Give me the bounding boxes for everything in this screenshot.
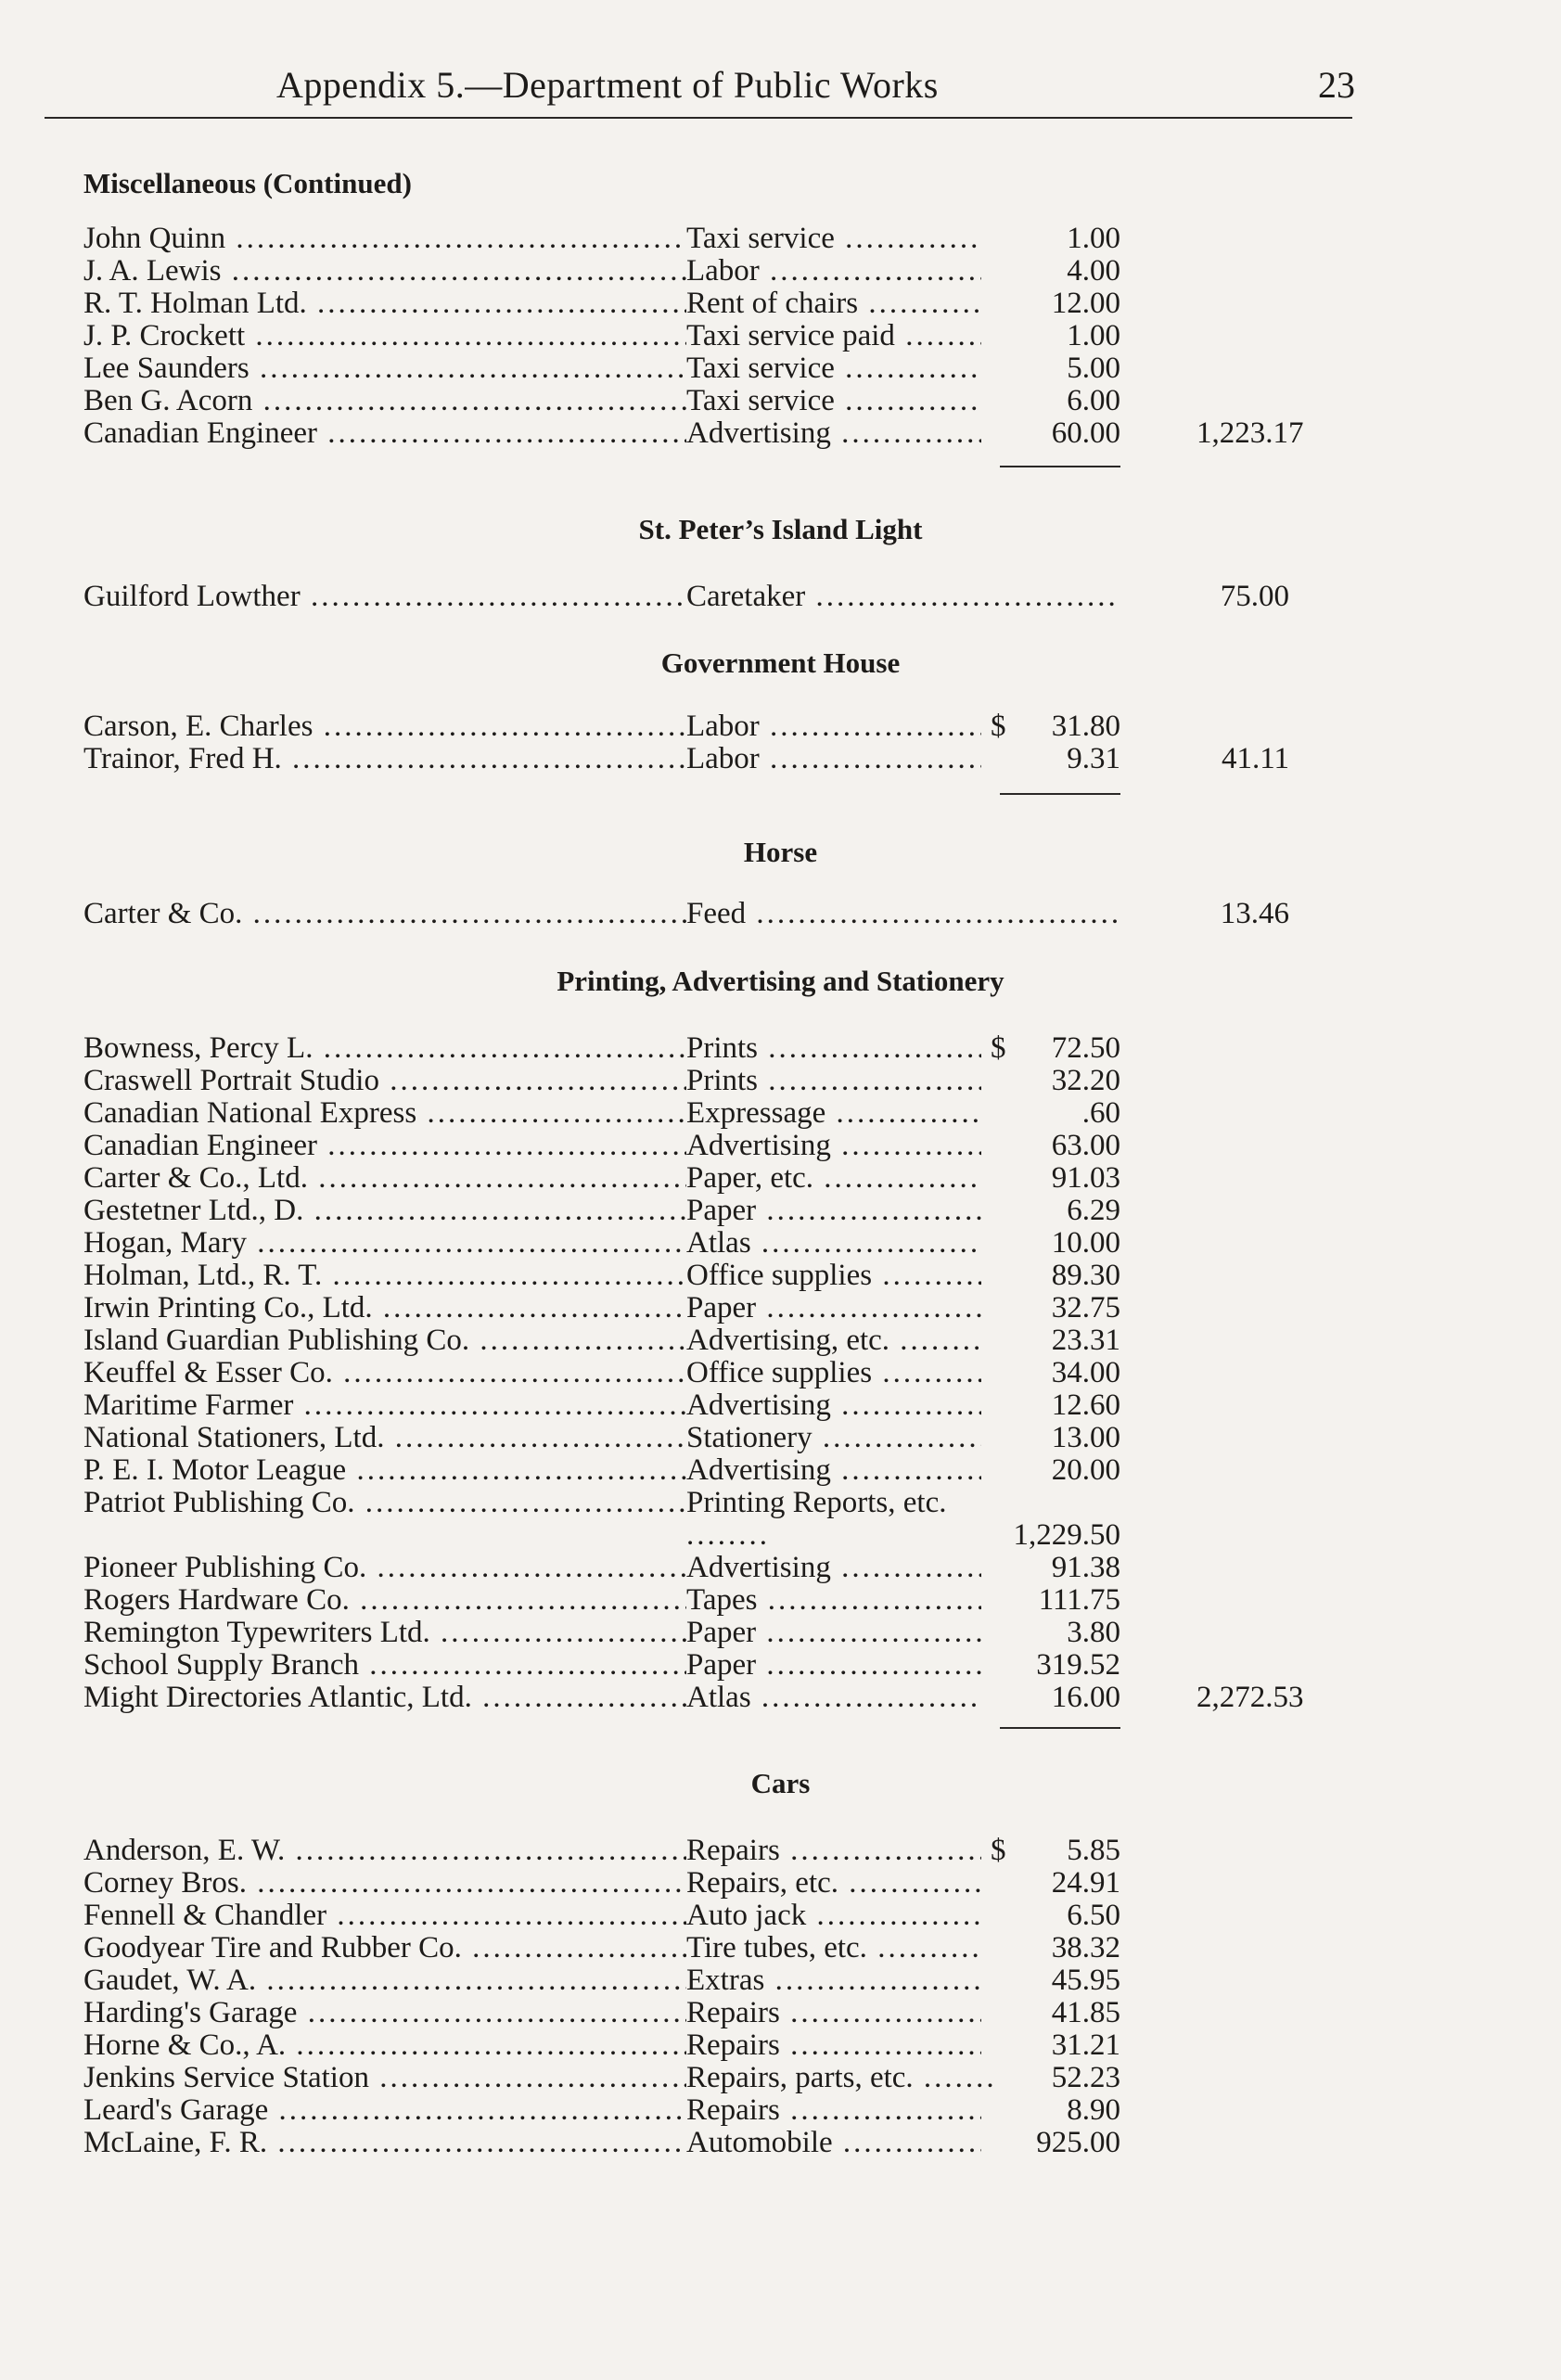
ledger-row xyxy=(0,1227,1561,1260)
payee-name: Canadian National Express ..... xyxy=(83,1097,686,1130)
item-amount: 60.00 xyxy=(1051,416,1120,450)
ledger-row xyxy=(0,1130,1561,1162)
payee-name: Island Guardian Publishing Co. ..... xyxy=(83,1324,686,1357)
item-description: Paper ..... xyxy=(686,1617,981,1649)
payee-name: Holman, Ltd., R. T. ..... xyxy=(83,1260,686,1292)
ledger-row xyxy=(0,288,1561,320)
payee-name: P. E. I. Motor League ..... xyxy=(83,1454,686,1487)
ledger-row xyxy=(0,1835,1561,1867)
payee-name: Trainor, Fred H. ..... xyxy=(83,743,686,775)
payee-name: Canadian Engineer ..... xyxy=(83,1130,686,1162)
item-description: Prints ..... xyxy=(686,1065,981,1097)
ledger-row xyxy=(0,1097,1561,1130)
item-description: Extras ..... xyxy=(686,1964,981,1997)
payee-name: Anderson, E. W. ..... xyxy=(83,1835,686,1867)
item-description: Taxi service ..... xyxy=(686,352,981,385)
ledger-row xyxy=(0,1195,1561,1227)
item-description: Stationery ..... xyxy=(686,1422,981,1454)
payee-name: Ben G. Acorn ..... xyxy=(83,385,686,417)
ledger-row xyxy=(0,1324,1561,1357)
item-amount: 32.75 xyxy=(1051,1291,1120,1324)
item-description: Paper, etc. ..... xyxy=(686,1162,981,1195)
payee-name: Might Directories Atlantic, Ltd. ..... xyxy=(83,1682,686,1714)
item-description: Repairs ..... xyxy=(686,2094,981,2127)
item-amount: 5.00 xyxy=(1067,352,1120,385)
payee-name: John Quinn ..... xyxy=(83,223,686,255)
item-amount: 16.00 xyxy=(1051,1681,1120,1714)
ledger-row xyxy=(0,1649,1561,1682)
payee-name: National Stationers, Ltd. ..... xyxy=(83,1422,686,1454)
ledger-row xyxy=(0,255,1561,288)
item-amount: 5.85 xyxy=(1067,1834,1120,1867)
item-description: Advertising ..... xyxy=(686,417,981,450)
printing-rows xyxy=(0,1032,1561,1714)
miscellaneous-rows xyxy=(0,223,1561,450)
item-description: Labor ..... xyxy=(686,255,981,288)
item-description: Taxi service paid ..... xyxy=(686,320,981,352)
item-amount: 10.00 xyxy=(1051,1226,1120,1260)
item-amount: 63.00 xyxy=(1051,1129,1120,1162)
payee-name: Corney Bros. ..... xyxy=(83,1867,686,1900)
payee-name: Fennell & Chandler ..... xyxy=(83,1900,686,1932)
ledger-row xyxy=(0,1964,1561,1997)
item-amount: 34.00 xyxy=(1051,1356,1120,1389)
ledger-row xyxy=(0,1260,1561,1292)
st-peters-rows xyxy=(0,581,1561,613)
item-amount: 12.60 xyxy=(1051,1388,1120,1422)
item-amount: .60 xyxy=(1081,1096,1120,1130)
item-amount: 1,229.50 xyxy=(1013,1518,1120,1552)
section-title-printing: Printing, Advertising and Stationery xyxy=(557,965,1004,997)
page-number: 23 xyxy=(1318,64,1355,106)
ledger-row xyxy=(0,1584,1561,1617)
item-amount: 52.23 xyxy=(1051,2061,1120,2094)
item-amount: 319.52 xyxy=(1036,1648,1120,1682)
horse-rows xyxy=(0,898,1561,930)
ledger-row xyxy=(0,1997,1561,2029)
item-amount: 23.31 xyxy=(1051,1324,1120,1357)
item-amount: 8.90 xyxy=(1067,2093,1120,2127)
ledger-row xyxy=(0,2127,1561,2159)
item-description: Office supplies ..... xyxy=(686,1357,981,1389)
item-amount: 1.00 xyxy=(1067,222,1120,255)
item-description: Advertising ..... xyxy=(686,1552,981,1584)
payee-name: Rogers Hardware Co. ..... xyxy=(83,1584,686,1617)
item-description: Expressage ..... xyxy=(686,1097,981,1130)
payee-name: Maritime Farmer ..... xyxy=(83,1389,686,1422)
ledger-row xyxy=(0,2062,1561,2094)
item-description: Tire tubes, etc. ..... xyxy=(686,1932,981,1964)
section-total: 13.46 xyxy=(1220,897,1289,930)
payee-name: Harding's Garage ..... xyxy=(83,1997,686,2029)
subtotal-rule xyxy=(1000,466,1120,467)
government-house-rows xyxy=(0,710,1561,775)
section-title-miscellaneous: Miscellaneous (Continued) xyxy=(83,167,412,199)
payee-name: Guilford Lowther ..... xyxy=(83,581,686,613)
ledger-row xyxy=(0,710,1561,743)
item-amount: 89.30 xyxy=(1051,1259,1120,1292)
subtotal-rule xyxy=(1000,1727,1120,1729)
item-description: Automobile ..... xyxy=(686,2127,981,2159)
ledger-row xyxy=(0,1357,1561,1389)
ledger-row xyxy=(0,1389,1561,1422)
ledger-row xyxy=(0,1867,1561,1900)
payee-name: McLaine, F. R. ..... xyxy=(83,2127,686,2159)
item-amount: 20.00 xyxy=(1051,1453,1120,1487)
item-amount: 1.00 xyxy=(1067,319,1120,352)
ledger-row xyxy=(0,1617,1561,1649)
ledger-row xyxy=(0,1032,1561,1065)
ledger-row xyxy=(0,1552,1561,1584)
ledger-row xyxy=(0,1292,1561,1324)
payee-name: Irwin Printing Co., Ltd. ..... xyxy=(83,1292,686,1324)
item-amount: 9.31 xyxy=(1067,742,1120,775)
item-description: Repairs, parts, etc. ..... xyxy=(686,2062,992,2094)
item-amount: 45.95 xyxy=(1051,1964,1120,1997)
ledger-row xyxy=(0,352,1561,385)
subtotal-rule xyxy=(1000,793,1120,795)
payee-name: Horne & Co., A. ..... xyxy=(83,2029,686,2062)
item-description: Tapes ..... xyxy=(686,1584,981,1617)
item-description: Repairs ..... xyxy=(686,2029,981,2062)
ledger-row xyxy=(0,1162,1561,1195)
item-amount: 3.80 xyxy=(1067,1616,1120,1649)
item-amount: 31.80 xyxy=(1051,710,1120,743)
payee-name: Gestetner Ltd., D. ..... xyxy=(83,1195,686,1227)
payee-name: Goodyear Tire and Rubber Co. ..... xyxy=(83,1932,686,1964)
item-description: Advertising ..... xyxy=(686,1389,981,1422)
item-amount: 91.03 xyxy=(1051,1161,1120,1195)
item-description: Advertising ..... xyxy=(686,1130,981,1162)
page-title: Appendix 5.—Department of Public Works xyxy=(276,64,939,106)
ledger-row xyxy=(0,898,1561,930)
payee-name: Keuffel & Esser Co. ..... xyxy=(83,1357,686,1389)
item-amount: 41.85 xyxy=(1051,1996,1120,2029)
item-description: Repairs ..... xyxy=(686,1997,981,2029)
item-amount: 32.20 xyxy=(1051,1064,1120,1097)
payee-name: Craswell Portrait Studio ..... xyxy=(83,1065,686,1097)
payee-name: Hogan, Mary ..... xyxy=(83,1227,686,1260)
page-header xyxy=(0,63,1561,109)
item-description: Caretaker ..... xyxy=(686,581,1117,613)
item-description: Atlas ..... xyxy=(686,1682,981,1714)
payee-name: Gaudet, W. A. ..... xyxy=(83,1964,686,1997)
section-title-st-peters: St. Peter’s Island Light xyxy=(638,513,923,545)
payee-name: Canadian Engineer ..... xyxy=(83,417,686,450)
payee-name: Remington Typewriters Ltd. ..... xyxy=(83,1617,686,1649)
item-amount: 91.38 xyxy=(1051,1551,1120,1584)
section-total: 75.00 xyxy=(1220,580,1289,613)
ledger-row xyxy=(0,385,1561,417)
ledger-row xyxy=(0,2094,1561,2127)
item-description: Labor ..... xyxy=(686,710,981,743)
item-description: Labor ..... xyxy=(686,743,981,775)
item-description: Advertising ..... xyxy=(686,1454,981,1487)
ledger-row xyxy=(0,2029,1561,2062)
ledger-row xyxy=(0,581,1561,613)
ledger-row xyxy=(0,1487,1561,1552)
item-amount: 13.00 xyxy=(1051,1421,1120,1454)
item-amount: 925.00 xyxy=(1036,2126,1120,2159)
ledger-row xyxy=(0,1422,1561,1454)
item-description: Printing Reports, etc. ..... xyxy=(686,1487,981,1552)
payee-name: Carter & Co. ..... xyxy=(83,898,686,930)
item-amount: 6.00 xyxy=(1067,384,1120,417)
item-description: Feed ..... xyxy=(686,898,1117,930)
ledger-row xyxy=(0,1454,1561,1487)
item-description: Advertising, etc. ..... xyxy=(686,1324,981,1357)
item-amount: 12.00 xyxy=(1051,287,1120,320)
payee-name: Jenkins Service Station ..... xyxy=(83,2062,686,2094)
payee-name: Carson, E. Charles ..... xyxy=(83,710,686,743)
payee-name: Bowness, Percy L. ..... xyxy=(83,1032,686,1065)
section-title-horse: Horse xyxy=(743,836,818,868)
payee-name: Patriot Publishing Co. ..... xyxy=(83,1487,686,1519)
item-description: Paper ..... xyxy=(686,1292,981,1324)
item-amount: 111.75 xyxy=(1038,1583,1120,1617)
ledger-row xyxy=(0,320,1561,352)
payee-name: Leard's Garage ..... xyxy=(83,2094,686,2127)
ledger-row xyxy=(0,223,1561,255)
item-description: Prints ..... xyxy=(686,1032,981,1065)
section-total: 41.11 xyxy=(1221,742,1289,775)
payee-name: School Supply Branch ..... xyxy=(83,1649,686,1682)
item-description: Auto jack ..... xyxy=(686,1900,981,1932)
item-amount: 24.91 xyxy=(1051,1866,1120,1900)
item-amount: 6.50 xyxy=(1067,1899,1120,1932)
item-description: Repairs ..... xyxy=(686,1835,981,1867)
item-amount: 6.29 xyxy=(1067,1194,1120,1227)
section-title-government-house: Government House xyxy=(660,646,901,679)
dollar-sign: $ xyxy=(991,1834,1006,1867)
ledger-row xyxy=(0,417,1561,450)
item-description: Rent of chairs ..... xyxy=(686,288,981,320)
payee-name: Carter & Co., Ltd. ..... xyxy=(83,1162,686,1195)
ledger-row xyxy=(0,1682,1561,1714)
section-total: 1,223.17 xyxy=(1196,416,1304,450)
section-total: 2,272.53 xyxy=(1196,1681,1304,1714)
payee-name: J. P. Crockett ..... xyxy=(83,320,686,352)
item-amount: 31.21 xyxy=(1051,2028,1120,2062)
ledger-row xyxy=(0,1900,1561,1932)
ledger-row xyxy=(0,1065,1561,1097)
item-description: Office supplies ..... xyxy=(686,1260,981,1292)
header-rule xyxy=(45,117,1352,119)
item-description: Taxi service ..... xyxy=(686,385,981,417)
item-amount: 38.32 xyxy=(1051,1931,1120,1964)
ledger-row xyxy=(0,1932,1561,1964)
item-description: Repairs, etc. ..... xyxy=(686,1867,981,1900)
payee-name: J. A. Lewis ..... xyxy=(83,255,686,288)
item-amount: 4.00 xyxy=(1067,254,1120,288)
payee-name: Lee Saunders ..... xyxy=(83,352,686,385)
ledger-row xyxy=(0,743,1561,775)
item-amount: 72.50 xyxy=(1051,1031,1120,1065)
payee-name: R. T. Holman Ltd. ..... xyxy=(83,288,686,320)
item-description: Taxi service ..... xyxy=(686,223,981,255)
dollar-sign: $ xyxy=(991,710,1006,743)
dollar-sign: $ xyxy=(991,1031,1006,1065)
item-description: Atlas ..... xyxy=(686,1227,981,1260)
cars-rows xyxy=(0,1835,1561,2159)
payee-name: Pioneer Publishing Co. ..... xyxy=(83,1552,686,1584)
item-description: Paper ..... xyxy=(686,1195,981,1227)
section-title-cars: Cars xyxy=(750,1767,811,1799)
item-description: Paper ..... xyxy=(686,1649,981,1682)
